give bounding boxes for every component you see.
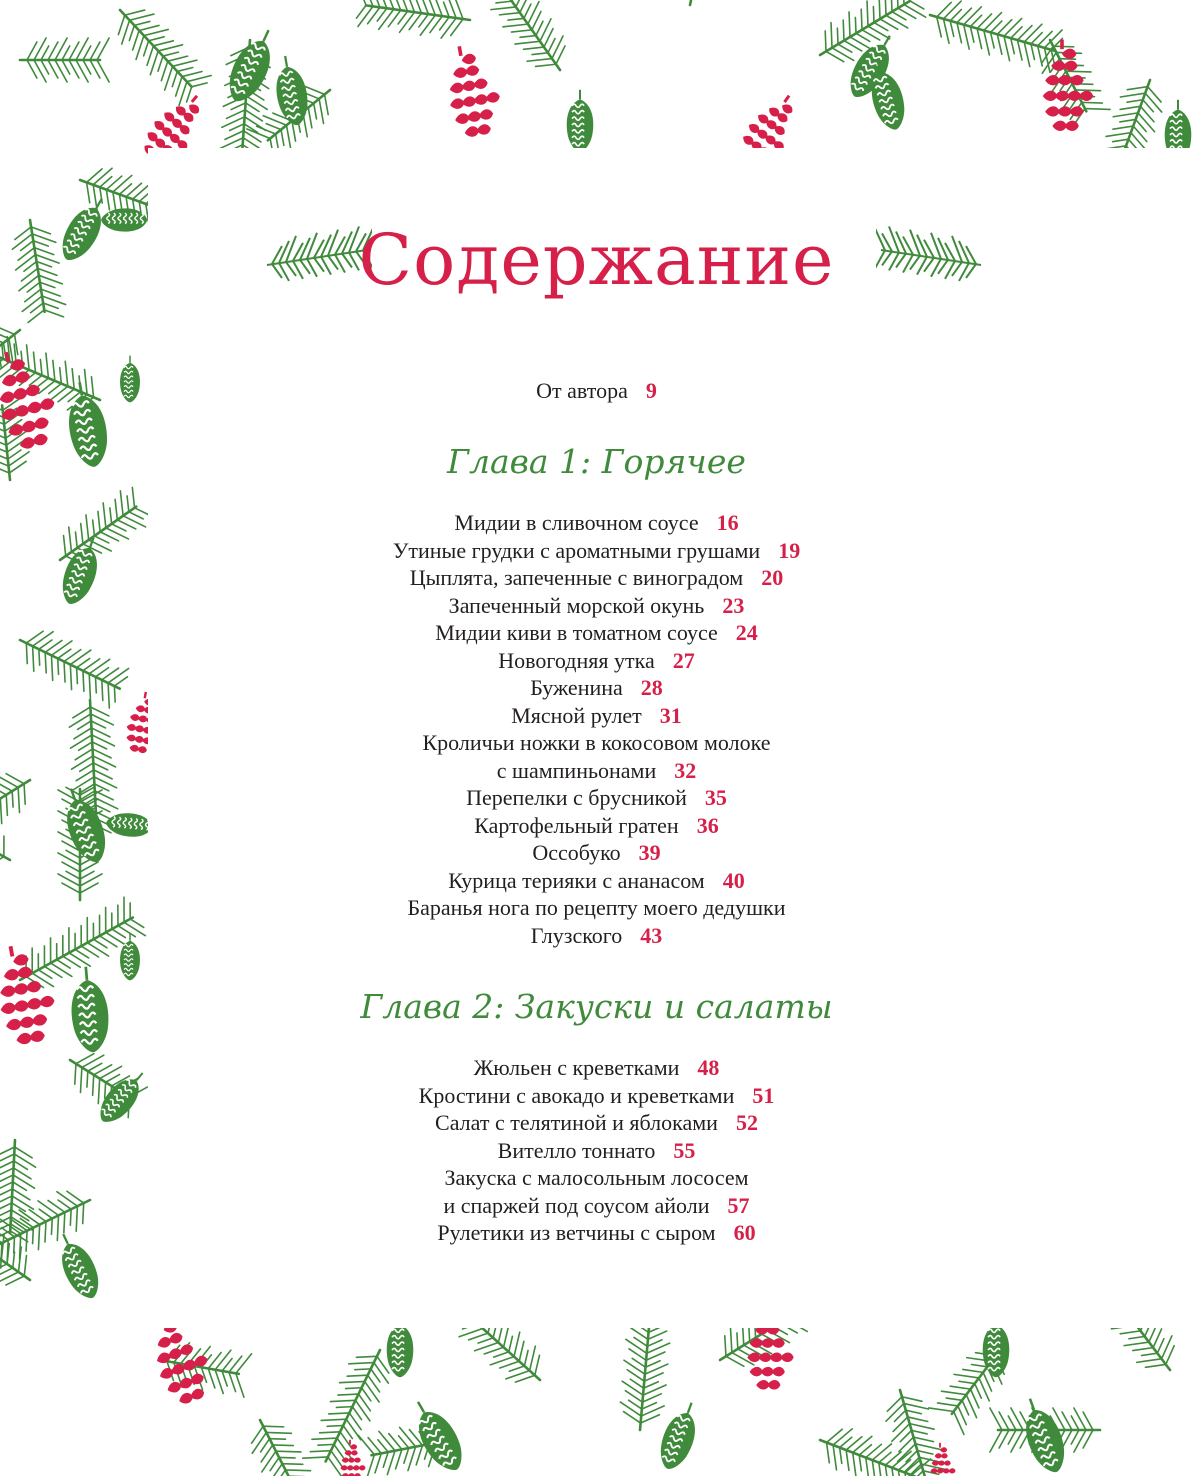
toc-page-number: 23 (722, 592, 745, 618)
toc-page-number: 57 (727, 1192, 750, 1218)
toc-page-number: 52 (735, 1110, 758, 1135)
toc-page-number: 24 (735, 620, 758, 645)
pine-cone-icon (1014, 1393, 1072, 1476)
toc-entry-title: Баранья нога по рецепту моего дедушки (407, 895, 786, 920)
toc-entry-title: Салат с телятиной и яблоками (435, 1110, 718, 1135)
toc-page-number: 39 (638, 840, 661, 865)
toc-entry-title: Рулетики из ветчины с сыром (437, 1220, 716, 1245)
toc-page-number: 16 (716, 510, 739, 535)
toc-entry-title: Цыплята, запеченные с виноградом (409, 565, 744, 590)
pine-branch-icon (924, 0, 1065, 73)
red-cone-icon (340, 1440, 365, 1476)
toc-entry-title: Жюльен с креветками (473, 1055, 680, 1080)
page-title: Содержание (358, 219, 835, 301)
toc-entry-title: и спаржей под соусом айоли (443, 1192, 710, 1218)
toc-entry-title: Кроличьи ножки в кокосовом молоке (422, 730, 771, 755)
toc-page-number: 36 (696, 812, 719, 838)
toc-entry-title: Картофельный гратен (474, 812, 679, 838)
toc-entry[interactable] (0, 647, 1193, 674)
toc-entry-title: Мясной рулет (511, 702, 642, 728)
toc-page-number: 40 (722, 867, 745, 893)
toc-page-number: 20 (761, 565, 784, 590)
toc-entry-title: Запеченный морской окунь (448, 592, 705, 618)
toc-entry[interactable] (0, 1137, 1193, 1164)
toc-entry-title: Утиные грудки с ароматными грушами (392, 537, 761, 563)
toc-page-number: 31 (659, 702, 682, 728)
toc-entry-title: с шампиньонами (496, 757, 657, 783)
toc-entry[interactable] (0, 784, 1193, 811)
toc-entry-title: Новогодняя утка (498, 647, 655, 673)
pine-cone-icon (653, 1398, 705, 1474)
toc-entry[interactable] (0, 1192, 1193, 1219)
toc-page-number: 55 (673, 1137, 696, 1163)
toc-entry-title: Оссобуко (532, 840, 621, 865)
toc-entry[interactable] (0, 619, 1193, 646)
toc-entry-title: Глузского (530, 922, 623, 948)
toc-author-note[interactable] (0, 377, 1193, 404)
pine-branch-icon (668, 0, 730, 10)
toc-page-number: 51 (752, 1082, 775, 1108)
toc-page-number: 48 (697, 1055, 720, 1080)
pine-cone-icon (270, 53, 312, 127)
chapter-heading: Глава 1: Горячее (447, 442, 746, 481)
toc-entry-title: Мидии киви в томатном соусе (435, 620, 718, 645)
toc-entry-title: Буженина (530, 675, 623, 700)
toc-entry[interactable] (0, 922, 1193, 949)
toc-entry[interactable] (0, 1054, 1193, 1081)
toc-entry[interactable] (0, 839, 1193, 866)
toc-page-number: 60 (733, 1220, 756, 1245)
pine-cone-icon (221, 23, 284, 108)
toc-entry[interactable] (0, 702, 1193, 729)
toc-entry[interactable] (0, 867, 1193, 894)
toc-page-number: 43 (640, 922, 663, 948)
pine-branch-icon (465, 0, 578, 83)
toc-entry-title: Курица терияки с ананасом (448, 867, 705, 893)
toc-entry-title: Вителло тоннато (497, 1137, 656, 1163)
toc-entry-title: Мидии в сливочном соусе (454, 510, 699, 535)
toc-entry-title: Закуска с малосольным лососем (444, 1165, 749, 1190)
toc-entry[interactable] (0, 674, 1193, 701)
chapter-heading: Глава 2: Закуски и салаты (360, 987, 833, 1026)
toc-page-number: 35 (704, 785, 727, 810)
toc-entry-title: Перепелки с брусникой (466, 785, 687, 810)
toc-entry[interactable] (0, 894, 1193, 921)
toc-entry[interactable] (0, 812, 1193, 839)
pine-branch-icon (20, 38, 109, 82)
toc-page-number: 9 (645, 378, 657, 403)
pine-branch-icon (104, 0, 213, 107)
toc-entry[interactable] (0, 564, 1193, 591)
red-cone-icon (440, 41, 505, 140)
toc-entry[interactable] (0, 1109, 1193, 1136)
pine-branch-icon (303, 1340, 400, 1476)
toc-page-number: 19 (778, 537, 801, 563)
toc-page-number: 27 (672, 647, 695, 673)
toc-page-number: 28 (640, 675, 663, 700)
red-cone-icon (1043, 40, 1093, 131)
toc-entry[interactable] (0, 729, 1193, 756)
toc-entry[interactable] (0, 537, 1193, 564)
toc-entry-title: От автора (536, 378, 628, 403)
pine-branch-icon (876, 205, 986, 290)
toc-page-number: 32 (674, 757, 697, 783)
toc-entry-title: Кростини с авокадо и креветками (418, 1082, 735, 1108)
pine-branch-icon (355, 0, 473, 42)
toc-entry[interactable] (0, 757, 1193, 784)
pine-branch-icon (240, 1410, 329, 1476)
toc-entry[interactable] (0, 1082, 1193, 1109)
pine-branch-icon (812, 1419, 931, 1476)
toc-entry[interactable] (0, 592, 1193, 619)
toc-entry[interactable] (0, 1164, 1193, 1191)
pine-cone-icon (567, 90, 594, 152)
toc-entry[interactable] (0, 1219, 1193, 1246)
toc-entry[interactable] (0, 509, 1193, 536)
